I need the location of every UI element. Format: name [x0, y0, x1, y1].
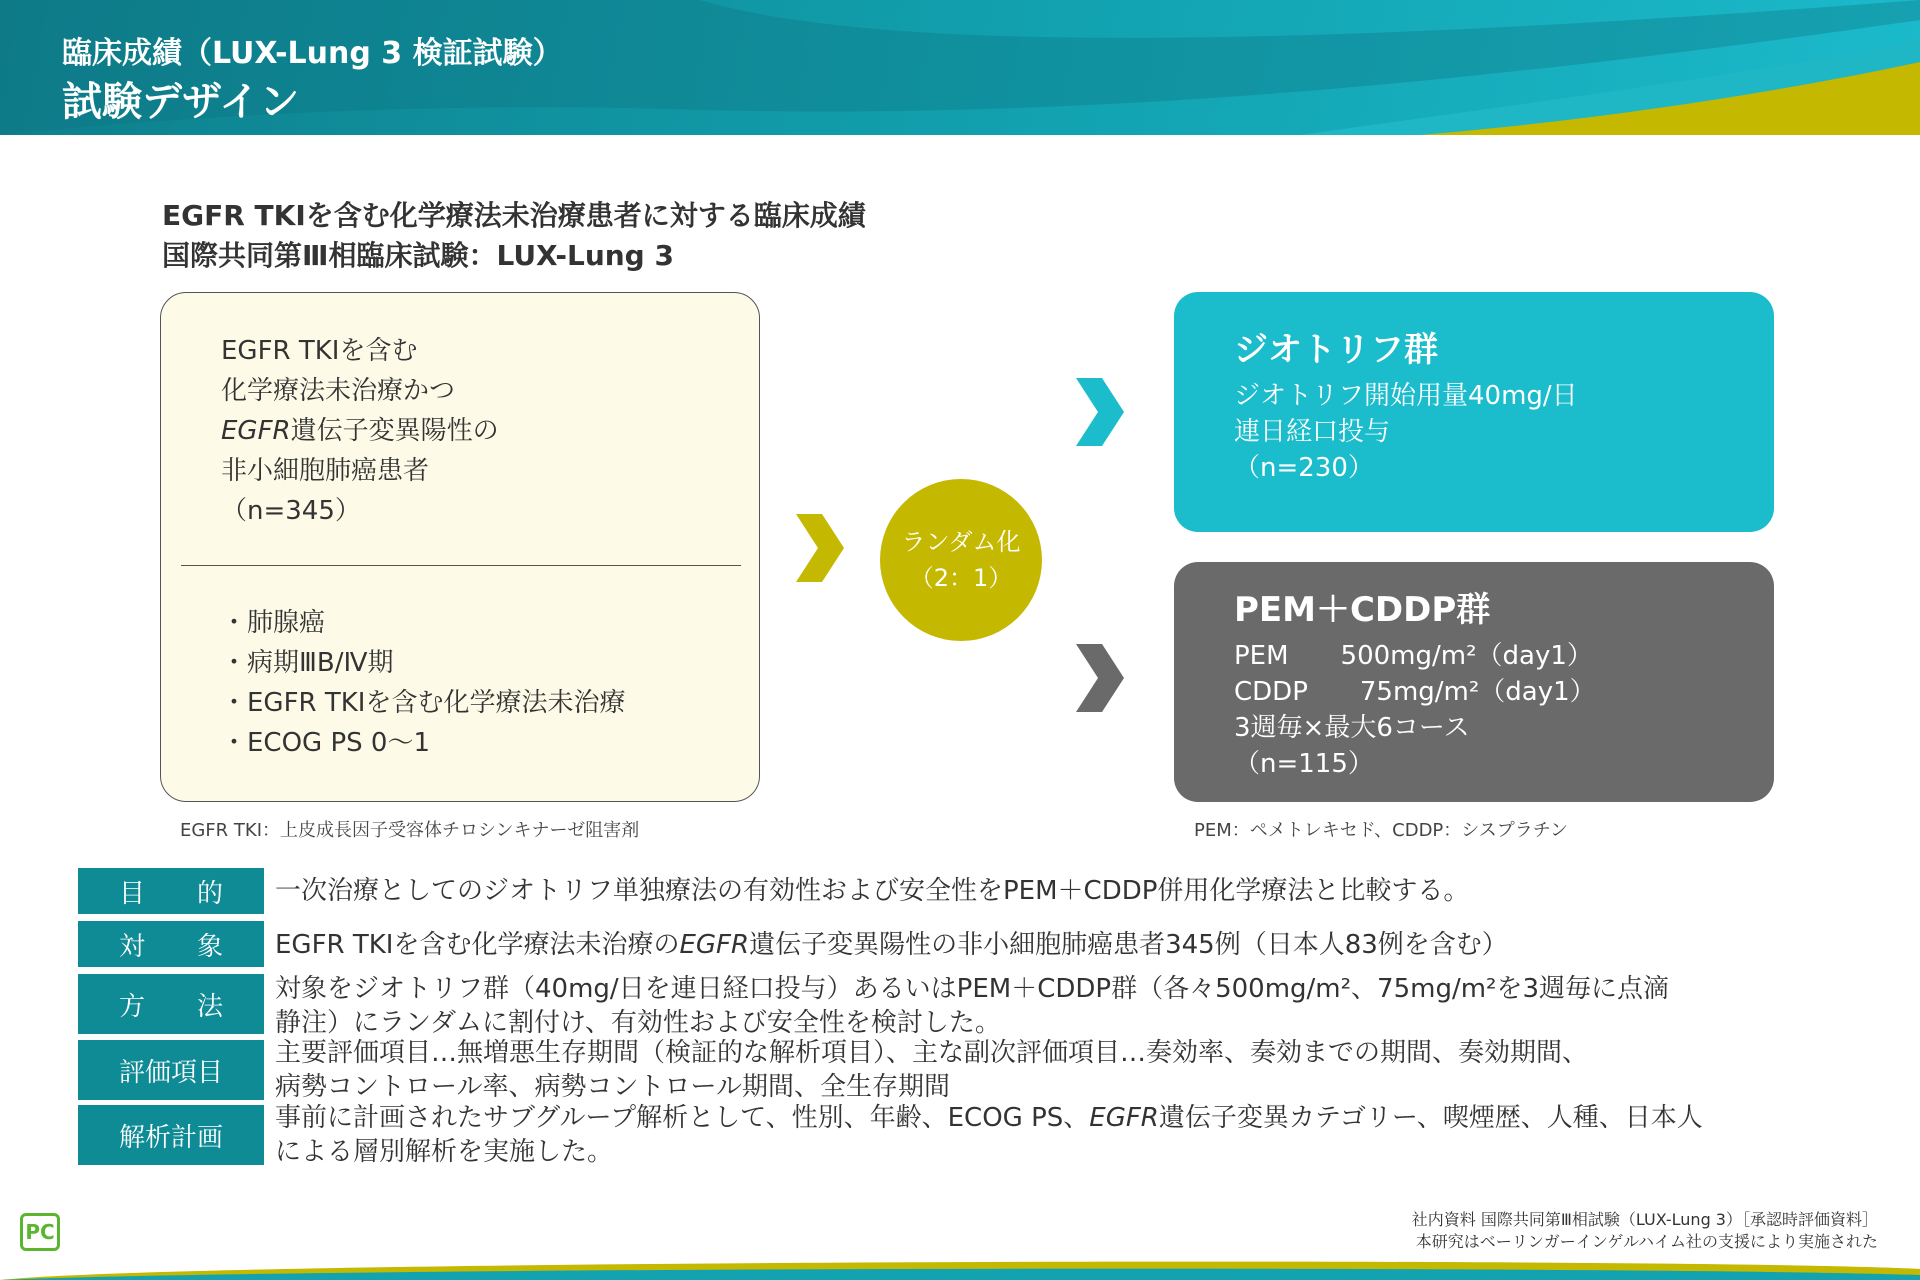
pem-cddp-note: PEM：ペメトレキセド、CDDP：シスプラチン: [1194, 820, 1568, 841]
analysis-line1-post: 遺伝子変異カテゴリー、喫煙歴、人種、日本人: [1158, 1103, 1703, 1133]
header-banner: [0, 0, 1920, 135]
population-line1: EGFR TKIを含む: [221, 336, 418, 366]
subject-text-pre: EGFR TKIを含む化学療法未治療の: [275, 930, 680, 960]
giotrif-route: 連日経口投与: [1234, 417, 1391, 447]
population-divider: [181, 565, 741, 566]
subject-egfr-italic: EGFR: [679, 930, 750, 960]
pem-dose: PEM 500mg/m²（day1）: [1234, 641, 1593, 671]
pem-cddp-count: （n=115）: [1234, 749, 1374, 779]
randomization-label: ランダム化: [901, 528, 1021, 556]
giotrif-count: （n=230）: [1234, 453, 1374, 483]
criteria-item: ・病期ⅢB/Ⅳ期: [221, 648, 394, 678]
endpoint-label: 評価項目: [78, 1040, 264, 1100]
cycle-info: 3週毎×最大6コース: [1234, 713, 1470, 743]
purpose-text: 一次治療としてのジオトリフ単独療法の有効性および安全性をPEM＋CDDP併用化学療法と比較する。: [275, 876, 1470, 906]
pem-cddp-arm-details: [1234, 638, 1596, 782]
analysis-line1-pre: 事前に計画されたサブグループ解析として、性別、年齢、ECOG PS、: [275, 1103, 1090, 1133]
population-line3-rest: 遺伝子変異陽性の: [290, 416, 499, 446]
pem-cddp-arm-box: [1174, 562, 1774, 802]
method-text: [275, 972, 1669, 1040]
inclusion-criteria-list: [221, 603, 625, 763]
population-line3: [221, 411, 499, 451]
endpoint-text: [275, 1036, 1588, 1104]
purpose-label: 目 的: [78, 868, 264, 914]
method-label: 方 法: [78, 974, 264, 1034]
population-line2: 化学療法未治療かつ: [221, 376, 456, 406]
source-line2: 本研究はベーリンガーインゲルハイム社の支援により実施された: [1415, 1232, 1878, 1251]
giotrif-arm-details: [1234, 378, 1578, 486]
method-line1: 対象をジオトリフ群（40mg/日を連日経口投与）あるいはPEM＋CDDP群（各々500mg/m²、75mg/m²を3週毎に点滴: [275, 974, 1670, 1004]
page-title: 試験デザイン: [62, 79, 300, 125]
analysis-line2: による層別解析を実施した。: [275, 1137, 614, 1167]
population-egfr-italic: EGFR: [221, 416, 291, 446]
analysis-line1: [275, 1101, 1703, 1135]
chevron-right-icon: [792, 510, 848, 586]
analysis-egfr-italic: EGFR: [1089, 1103, 1159, 1133]
criteria-item: ・ECOG PS 0〜1: [221, 728, 430, 758]
criteria-item: ・EGFR TKIを含む化学療法未治療: [221, 688, 626, 718]
chevron-right-icon: [1072, 374, 1128, 450]
population-box: [160, 292, 760, 802]
subject-label: 対 象: [78, 921, 264, 967]
header-subtitle: 臨床成績（LUX-Lung 3 検証試験）: [62, 36, 563, 71]
randomization-circle: [880, 479, 1042, 641]
method-line2: 静注）にランダムに割付け、有効性および安全性を検討した。: [275, 1008, 1001, 1038]
giotrif-arm-title: ジオトリフ群: [1234, 330, 1438, 370]
subject-text: [275, 928, 1508, 962]
chevron-right-icon: [1072, 640, 1128, 716]
subject-text-post: 遺伝子変異陽性の非小細胞肺癌患者345例（日本人83例を含む）: [749, 930, 1508, 960]
footer-band-decoration: [0, 1255, 1920, 1280]
giotrif-dose: ジオトリフ開始用量40mg/日: [1234, 381, 1578, 411]
population-count: （n=345）: [221, 496, 361, 526]
endpoint-line2: 病勢コントロール率、病勢コントロール期間、全生存期間: [275, 1072, 950, 1102]
analysis-text: [275, 1101, 1703, 1169]
randomization-ratio: （2：1）: [909, 564, 1013, 592]
company-logo: PC: [20, 1213, 60, 1251]
source-footnote: [1412, 1209, 1878, 1253]
pem-cddp-arm-title: PEM＋CDDP群: [1234, 590, 1491, 630]
analysis-label: 解析計画: [78, 1105, 264, 1165]
cddp-dose: CDDP 75mg/m²（day1）: [1234, 677, 1596, 707]
giotrif-arm-box: [1174, 292, 1774, 532]
population-line4: 非小細胞肺癌患者: [221, 456, 430, 486]
egfr-tki-note: EGFR TKI：上皮成長因子受容体チロシンキナーゼ阻害剤: [180, 820, 640, 841]
endpoint-line1: 主要評価項目…無増悪生存期間（検証的な解析項目）、主な副次評価項目…奏効率、奏効までの期間、奏効期間、: [275, 1038, 1589, 1068]
criteria-item: ・肺腺癌: [221, 608, 326, 638]
study-title-line2: 国際共同第Ⅲ相臨床試験：LUX-Lung 3: [162, 239, 674, 272]
source-line1: 社内資料 国際共同第Ⅲ相試験（LUX-Lung 3）［承認時評価資料］: [1411, 1210, 1878, 1229]
study-title-line1: EGFR TKIを含む化学療法未治療患者に対する臨床成績: [162, 199, 866, 232]
study-title: [162, 196, 866, 276]
population-description: [221, 331, 499, 531]
